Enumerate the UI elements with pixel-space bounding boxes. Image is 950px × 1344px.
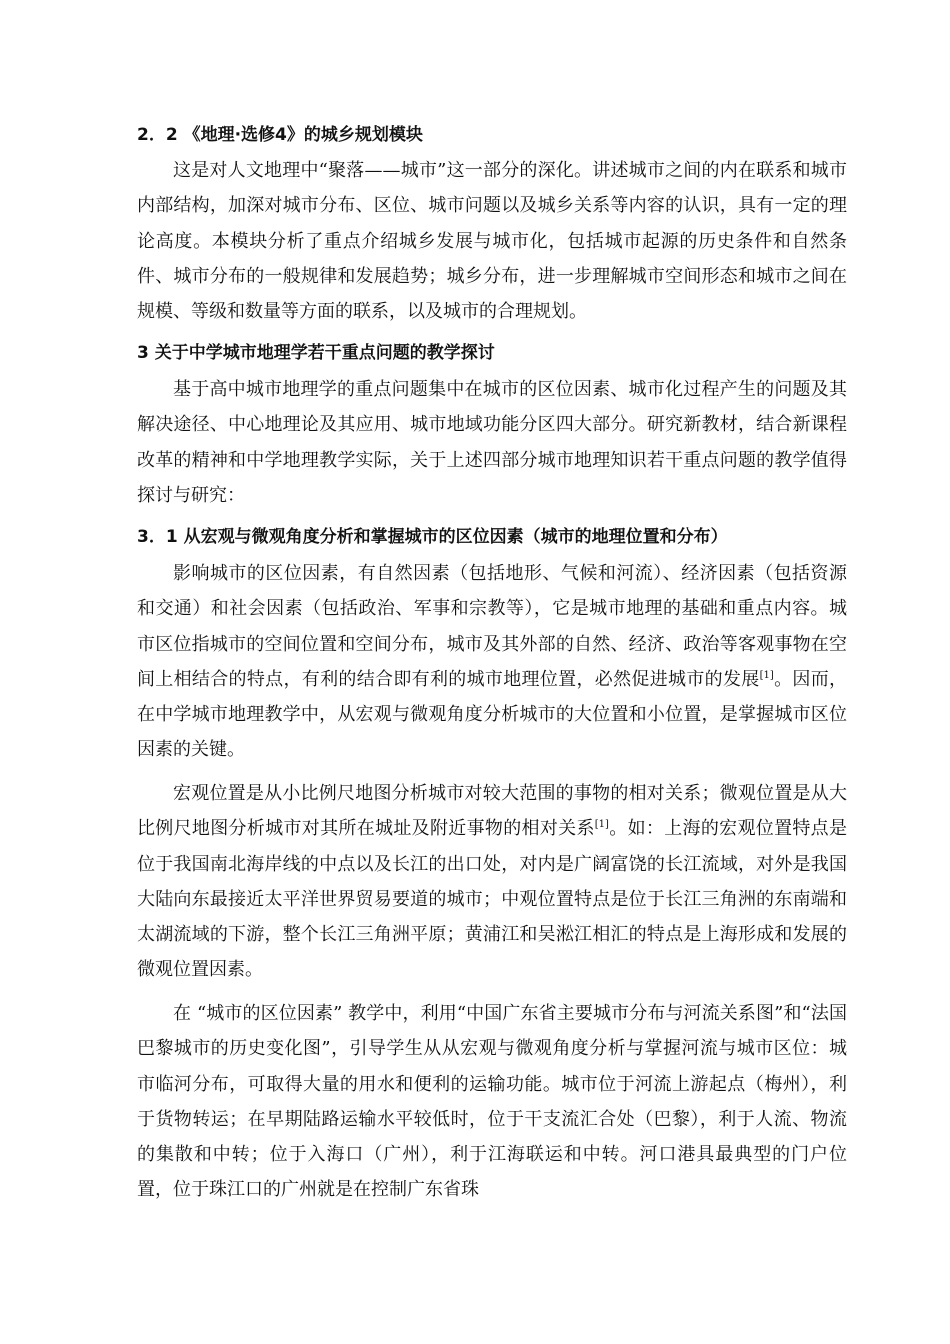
paragraph-text xyxy=(137,556,847,768)
paragraph-key-issues xyxy=(137,372,847,513)
paragraph-rivers-and-cities xyxy=(137,996,847,1208)
paragraph-text: 基于高中城市地理学的重点问题集中在城市的区位因素、城市化过程产生的问题及其解决途径、中心地理论及其应用、城市地域功能分区四大部分。研究新教材，结合新课程改革的精神和中学地理教学实际，关于上述四部分城市地理知识若干重点问题的教学值得探讨与研究： xyxy=(137,379,847,506)
paragraph-text-part: 。因而，在中学城市地理教学中，从宏观与微观角度分析城市的大位置和小位置，是掌握城市区位因素的关键。 xyxy=(137,668,848,761)
section-heading-2-2: 2．2 《地理·选修4》的城乡规划模块 xyxy=(137,125,423,145)
paragraph-text-part: 影响城市的区位因素，有自然因素（包括地形、气候和河流）、经济因素（包括资源和交通）和社会因素（包括政治、军事和宗教等），它是城市地理的基础和重点内容。城市区位指城市的空间位置和空间分布，城市及其外部的自然、经济、政治等客观事物在空间上相结合的特点，有利的结合即有利的城市地理位置，必然促进城市的发展 xyxy=(137,563,847,690)
citation-ref: [1] xyxy=(759,669,774,681)
section-heading-3: 3 关于中学城市地理学若干重点问题的教学探讨 xyxy=(137,343,495,363)
paragraph-location-factors xyxy=(137,556,847,768)
paragraph-text: 在 “城市的区位因素” 教学中，利用“中国广东省主要城市分布与河流关系图”和“法国巴黎城市的历史变化图”，引导学生从从宏观与微观角度分析与掌握河流与城市区位：城市临河分布，可取得大量的用水和便利的运输功能。城市位于河流上游起点（梅州），利于货物转运；在早期陆路运输水平较低时，位于干支流汇合处（巴黎），利于人流、物流的集散和中转；位于入海口（广州），利于江海联运和中转。河口港具最典型的门户位置，位于珠江口的广州就是在控制广东省珠 xyxy=(137,1003,847,1201)
paragraph-text-part: 。如：上海的宏观位置特点是位于我国南北海岸线的中点以及长江的出口处，对内是广阔富饶的长江流域，对外是我国大陆向东最接近太平洋世界贸易要道的城市；中观位置特点是位于长江三角洲的东南端和太湖流域的下游，整个长江三角洲平原；黄浦江和吴淞江相汇的特点是上海形成和发展的微观位置因素。 xyxy=(137,818,847,981)
citation-ref: [1] xyxy=(594,819,609,831)
paragraph-text xyxy=(137,776,847,988)
paragraph-text-part: 宏观位置是从小比例尺地图分析城市对较大范围的事物的相对关系；微观位置是从大比例尺地图分析城市对其所在城址及附近事物的相对关系 xyxy=(137,783,847,840)
paragraph-macro-micro-location xyxy=(137,776,847,988)
paragraph-text: 这是对人文地理中“聚落——城市”这一部分的深化。讲述城市之间的内在联系和城市内部结构，加深对城市分布、区位、城市问题以及城乡关系等内容的认识，具有一定的理论高度。本模块分析了重点介绍城乡发展与城市化，包括城市起源的历史条件和自然条件、城市分布的一般规律和发展趋势；城乡分布，进一步理解城市空间形态和城市之间在规模、等级和数量等方面的联系，以及城市的合理规划。 xyxy=(137,160,847,323)
section-heading-3-1: 3．1 从宏观与微观角度分析和掌握城市的区位因素（城市的地理位置和分布） xyxy=(137,527,728,547)
paragraph-urban-rural-planning xyxy=(137,153,847,329)
